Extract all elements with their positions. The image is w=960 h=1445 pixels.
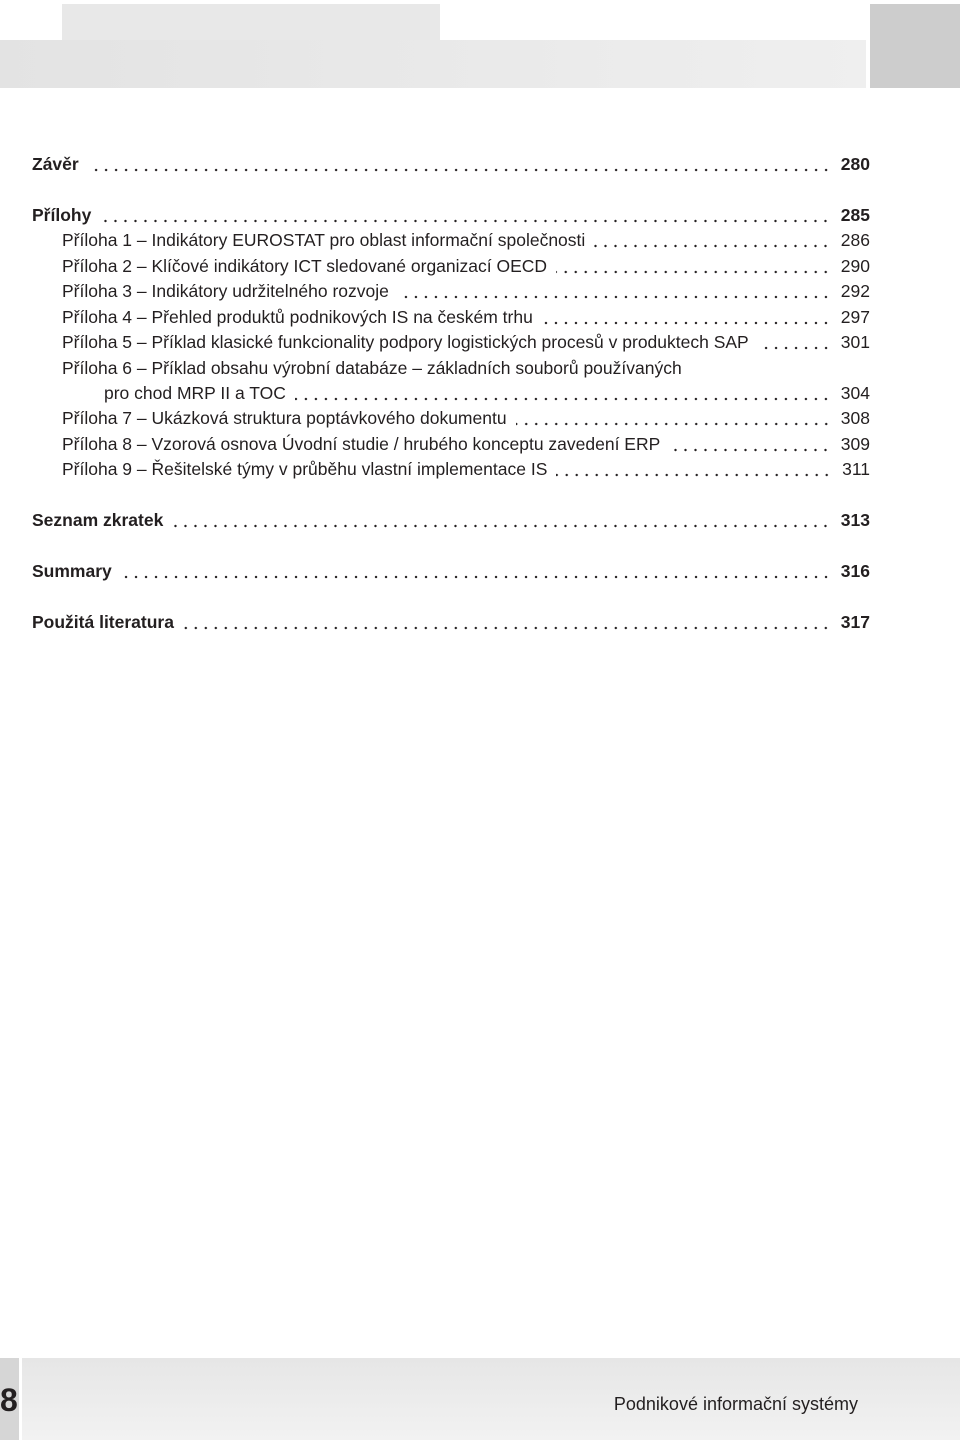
leader-dots bbox=[594, 244, 831, 248]
toc-appendix-9 bbox=[32, 457, 870, 482]
toc-entry-label: Příloha 3 – Indikátory udržitelného rozvoje bbox=[62, 281, 389, 302]
toc-appendix-4 bbox=[32, 305, 870, 330]
toc-entry-references bbox=[32, 610, 870, 635]
leader-dots bbox=[295, 397, 831, 401]
footer-page-number: 8 bbox=[0, 1382, 18, 1418]
leader-dots bbox=[516, 422, 831, 426]
toc-page-number: 301 bbox=[840, 332, 870, 353]
toc-page-number: 286 bbox=[840, 230, 870, 251]
leader-dots bbox=[172, 524, 830, 528]
toc-appendix-6-continuation bbox=[32, 381, 870, 406]
leader-dots bbox=[542, 321, 831, 325]
leader-dots bbox=[556, 473, 832, 477]
toc-page-number: 280 bbox=[840, 154, 870, 174]
header-decor-block-right bbox=[870, 4, 960, 88]
toc-entry-label: Seznam zkratek bbox=[32, 510, 164, 531]
toc-entry-label: Příloha 8 – Vzorová osnova Úvodní studie / hrubého konceptu zavedení ERP bbox=[62, 433, 661, 454]
toc-entry-label: Příloha 2 – Klíčové indikátory ICT sledované organizací OECD bbox=[62, 255, 548, 276]
footer-book-title: Podnikové informační systémy bbox=[613, 1394, 858, 1414]
toc-entry-label: Příloha 9 – Řešitelské týmy v průběhu vlastní implementace IS bbox=[62, 459, 548, 480]
toc-page-number: 285 bbox=[840, 204, 870, 225]
toc-entry-label: Použitá literatura bbox=[32, 611, 174, 632]
toc-page-number: 297 bbox=[840, 306, 870, 327]
header-decor-block-left bbox=[62, 4, 440, 40]
toc-page-number: 311 bbox=[842, 459, 870, 480]
toc-page-number: 290 bbox=[840, 255, 870, 276]
toc-entry-appendices bbox=[32, 203, 870, 228]
toc-entry-abbreviations bbox=[32, 508, 870, 533]
leader-dots bbox=[183, 626, 831, 630]
leader-dots bbox=[88, 168, 831, 172]
toc-appendix-7 bbox=[32, 406, 870, 431]
leader-dots bbox=[121, 575, 831, 579]
toc-entry-label: Příloha 7 – Ukázková struktura poptávkového dokumentu bbox=[62, 408, 507, 429]
toc-appendix-8 bbox=[32, 432, 870, 457]
toc-appendix-1 bbox=[32, 228, 870, 253]
toc-appendix-5 bbox=[32, 330, 870, 355]
toc-entry-label: Příloha 1 – Indikátory EUROSTAT pro oblast informační společnosti bbox=[62, 230, 586, 251]
header-decor-band bbox=[0, 40, 866, 88]
leader-dots bbox=[398, 295, 831, 299]
toc-page-number: 316 bbox=[840, 561, 870, 581]
toc-entry-label: Přílohy bbox=[32, 204, 92, 225]
toc-entry-label: Příloha 5 – Příklad klasické funkcionality podpory logistických procesů v produktech SAP bbox=[62, 332, 749, 353]
leader-dots bbox=[669, 448, 831, 452]
toc-entry-label-continuation: pro chod MRP II a TOC bbox=[104, 382, 286, 403]
toc-entry-conclusion bbox=[32, 152, 870, 177]
toc-page-number: 304 bbox=[840, 382, 870, 403]
toc-page-number: 308 bbox=[840, 408, 870, 429]
toc-entry-label: Příloha 4 – Přehled produktů podnikových IS na českém trhu bbox=[62, 306, 533, 327]
toc-appendix-2 bbox=[32, 254, 870, 279]
leader-dots bbox=[556, 270, 831, 274]
toc-appendix-6 bbox=[32, 356, 870, 381]
toc-entry-summary bbox=[32, 559, 870, 584]
toc-entry-label: Závěr bbox=[32, 154, 79, 174]
toc-appendix-3 bbox=[32, 279, 870, 304]
leader-dots bbox=[100, 219, 830, 223]
toc-entry-label: Příloha 6 – Příklad obsahu výrobní databáze – základních souborů používaných bbox=[62, 357, 682, 378]
table-of-contents bbox=[32, 152, 870, 635]
toc-entry-label: Summary bbox=[32, 561, 112, 581]
toc-page-number: 292 bbox=[840, 281, 870, 302]
leader-dots bbox=[758, 346, 831, 350]
toc-page-number: 317 bbox=[840, 611, 870, 632]
toc-page-number: 313 bbox=[840, 510, 870, 531]
toc-page-number: 309 bbox=[840, 433, 870, 454]
